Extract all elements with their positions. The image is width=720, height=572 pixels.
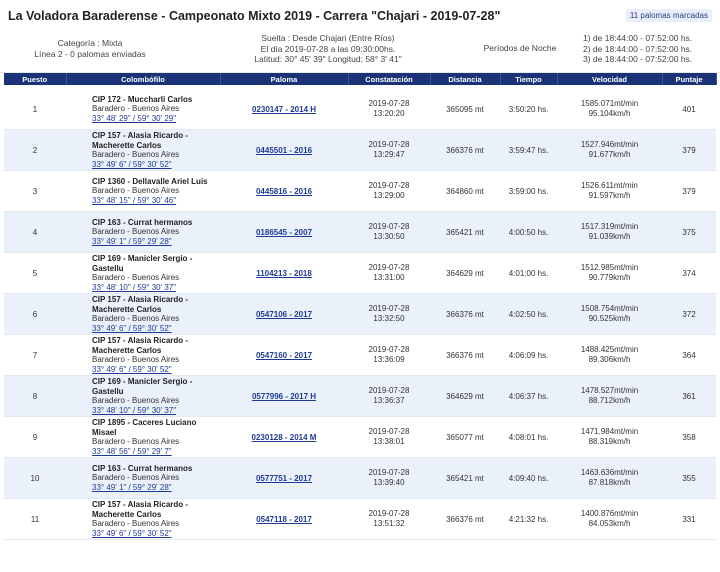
table-row <box>4 417 716 458</box>
table-row <box>4 253 716 294</box>
ring-cell <box>220 417 348 458</box>
arrival-cell <box>348 458 430 499</box>
speed-cell <box>557 335 662 376</box>
score-cell: 379 <box>662 130 716 171</box>
category-text: Categoría : Mixta <box>57 38 123 48</box>
loft-name: CIP 157 - Alasia Ricardo - <box>92 336 189 345</box>
flight-time-cell: 4:21:32 hs. <box>500 499 557 540</box>
flight-time-cell: 3:59:47 hs. <box>500 130 557 171</box>
flight-time-cell: 4:06:09 hs. <box>500 335 557 376</box>
marked-count-badge[interactable]: 11 palomas marcadas <box>626 9 712 22</box>
release-place: Suelta : Desde Chajari (Entre Ríos) <box>261 33 395 43</box>
arrival-time: 13:39:40 <box>373 478 405 487</box>
position-cell: 4 <box>4 212 66 253</box>
loft-name: CIP 172 - Muccharli Carlos <box>92 94 193 104</box>
release-coords: Latitud: 30° 45' 39" Longitud: 58° 3' 41" <box>254 54 402 64</box>
header-bar <box>0 0 720 30</box>
arrival-date: 2019-07-28 <box>368 99 410 108</box>
speed-mpm: 1471.984mt/min <box>580 427 639 436</box>
fancier-cell <box>66 89 220 130</box>
loft-name: CIP 157 - Alasia Ricardo - <box>92 131 189 140</box>
fancier-cell <box>66 253 220 294</box>
loft-place: Baradero - Buenos Aires <box>92 473 180 483</box>
ring-link[interactable]: 0230128 - 2014 M <box>251 432 317 442</box>
arrival-cell <box>348 294 430 335</box>
ring-cell <box>220 458 348 499</box>
speed-kmh: 90.779km/h <box>588 273 631 282</box>
arrival-date: 2019-07-28 <box>368 427 410 436</box>
loft-coords-link[interactable]: 33° 49' 6" / 59° 30' 52" <box>92 364 172 374</box>
fancier-cell <box>66 171 220 212</box>
score-cell: 374 <box>662 253 716 294</box>
position-cell: 3 <box>4 171 66 212</box>
speed-kmh: 89.306km/h <box>588 355 631 364</box>
loft-name: Macherette Carlos <box>92 140 162 150</box>
speed-cell <box>557 89 662 130</box>
loft-place: Baradero - Buenos Aires <box>92 519 180 528</box>
ring-link[interactable]: 0547106 - 2017 <box>255 309 313 319</box>
speed-kmh: 87.818km/h <box>588 478 631 487</box>
night-label: Períodos de Noche <box>483 43 557 53</box>
score-cell: 331 <box>662 499 716 540</box>
col-velocidad[interactable]: Velocidad <box>557 73 662 85</box>
score-cell: 372 <box>662 294 716 335</box>
position-cell: 10 <box>4 458 66 499</box>
category-block <box>0 38 180 60</box>
arrival-date: 2019-07-28 <box>368 386 410 395</box>
loft-name: CIP 169 - Manicler Sergio - <box>92 377 193 386</box>
fancier-cell <box>66 335 220 376</box>
arrival-date: 2019-07-28 <box>368 222 410 231</box>
flight-time-cell: 3:59:00 hs. <box>500 171 557 212</box>
arrival-cell <box>348 130 430 171</box>
position-cell: 8 <box>4 376 66 417</box>
arrival-time: 13:51:32 <box>373 519 405 528</box>
arrival-date: 2019-07-28 <box>368 140 410 149</box>
score-cell: 361 <box>662 376 716 417</box>
ring-link[interactable]: 0577996 - 2017 H <box>251 391 317 401</box>
loft-name: Macherette Carlos <box>92 304 162 314</box>
fancier-cell <box>66 499 220 540</box>
table-row <box>4 212 716 253</box>
arrival-time: 13:32:50 <box>373 314 405 323</box>
speed-kmh: 84.053km/h <box>588 519 631 528</box>
speed-cell <box>557 171 662 212</box>
distance-cell: 365077 mt <box>430 417 500 458</box>
speed-cell <box>557 253 662 294</box>
fancier-cell <box>66 417 220 458</box>
loft-place: Baradero - Buenos Aires <box>92 314 180 323</box>
loft-name: Macherette Carlos <box>92 509 162 519</box>
table-row <box>4 294 716 335</box>
arrival-cell <box>348 89 430 130</box>
ring-cell <box>220 499 348 540</box>
ring-link[interactable]: 0445501 - 2016 <box>255 145 313 155</box>
speed-mpm: 1400.876mt/min <box>580 509 639 518</box>
loft-place: Baradero - Buenos Aires <box>92 186 180 196</box>
loft-name: CIP 1895 - Caceres Luciano <box>92 418 197 427</box>
speed-mpm: 1508.754mt/min <box>580 304 639 313</box>
ring-cell <box>220 130 348 171</box>
night-periods <box>583 33 692 65</box>
fancier-cell <box>66 212 220 253</box>
loft-name: CIP 163 - Currat hermanos <box>92 463 193 473</box>
distance-cell: 366376 mt <box>430 130 500 171</box>
line-text: Línea 2 - 0 palomas enviadas <box>34 49 146 59</box>
night-period: 1) de 18:44:00 - 07:52:00 hs. <box>583 33 693 43</box>
table-row <box>4 458 716 499</box>
loft-name: Macherette Carlos <box>92 345 162 355</box>
arrival-date: 2019-07-28 <box>368 181 410 190</box>
position-cell: 5 <box>4 253 66 294</box>
score-cell: 379 <box>662 171 716 212</box>
speed-kmh: 88.319km/h <box>588 437 631 446</box>
fancier-cell <box>66 458 220 499</box>
score-cell: 375 <box>662 212 716 253</box>
distance-cell: 366376 mt <box>430 335 500 376</box>
loft-coords-link[interactable]: 33° 48' 10" / 59° 30' 37" <box>92 405 177 415</box>
position-cell: 2 <box>4 130 66 171</box>
distance-cell: 366376 mt <box>430 294 500 335</box>
col-constatacion[interactable]: Constatación <box>348 73 430 85</box>
position-cell: 7 <box>4 335 66 376</box>
ring-link[interactable]: 0445816 - 2016 <box>255 186 313 196</box>
flight-time-cell: 4:06:37 hs. <box>500 376 557 417</box>
night-period: 2) de 18:44:00 - 07:52:00 hs. <box>583 43 693 54</box>
arrival-time: 13:29:47 <box>373 150 405 159</box>
distance-cell: 365421 mt <box>430 212 500 253</box>
position-cell: 1 <box>4 89 66 130</box>
speed-mpm: 1526.611mt/min <box>581 181 638 190</box>
ring-link[interactable]: 1104213 - 2018 <box>256 268 312 278</box>
speed-mpm: 1585.071mt/min <box>580 99 639 108</box>
col-puesto[interactable]: Puesto <box>4 73 66 85</box>
col-paloma[interactable]: Paloma <box>220 73 348 85</box>
loft-place: Baradero - Buenos Aires <box>92 150 180 159</box>
arrival-cell <box>348 171 430 212</box>
score-cell: 358 <box>662 417 716 458</box>
loft-place: Baradero - Buenos Aires <box>92 355 180 364</box>
table-row <box>4 89 716 130</box>
speed-mpm: 1463.636mt/min <box>580 468 639 477</box>
flight-time-cell: 4:09:40 hs. <box>500 458 557 499</box>
position-cell: 6 <box>4 294 66 335</box>
arrival-time: 13:38:01 <box>373 437 405 446</box>
distance-cell: 364860 mt <box>430 171 500 212</box>
arrival-date: 2019-07-28 <box>368 345 410 354</box>
fancier-cell <box>66 294 220 335</box>
arrival-date: 2019-07-28 <box>368 468 410 477</box>
ring-cell <box>220 253 348 294</box>
arrival-time: 13:20:20 <box>373 109 405 118</box>
ring-cell <box>220 335 348 376</box>
loft-coords-link[interactable]: 33° 48' 29" / 59° 30' 29" <box>92 113 177 123</box>
ring-link[interactable]: 0547160 - 2017 <box>255 350 313 360</box>
loft-coords-link[interactable]: 33° 49' 6" / 59° 30' 52" <box>92 323 172 333</box>
arrival-date: 2019-07-28 <box>368 263 410 272</box>
race-info <box>0 30 720 73</box>
loft-coords-link[interactable]: 33° 48' 15" / 59° 30' 46" <box>92 195 177 205</box>
distance-cell: 364629 mt <box>430 376 500 417</box>
loft-name: Gastellu <box>92 386 124 396</box>
results-table <box>4 73 717 540</box>
speed-kmh: 88.712km/h <box>588 396 631 405</box>
loft-name: Misael <box>92 427 117 437</box>
arrival-cell <box>348 335 430 376</box>
flight-time-cell: 4:08:01 hs. <box>500 417 557 458</box>
distance-cell: 364629 mt <box>430 253 500 294</box>
speed-mpm: 1488.425mt/min <box>580 345 639 354</box>
ring-link[interactable]: 0547118 - 2017 <box>256 514 312 524</box>
score-cell: 401 <box>662 89 716 130</box>
col-distancia[interactable]: Distancia <box>430 73 500 85</box>
fancier-cell <box>66 130 220 171</box>
speed-cell <box>557 417 662 458</box>
speed-kmh: 95.104km/h <box>588 109 631 118</box>
loft-coords-link[interactable]: 33° 49' 6" / 59° 30' 52" <box>92 159 172 169</box>
loft-coords-link[interactable]: 33° 49' 1" / 59° 29' 28" <box>92 482 172 492</box>
speed-mpm: 1517.319mt/min <box>580 222 639 231</box>
arrival-cell <box>348 499 430 540</box>
loft-coords-link[interactable]: 33° 49' 1" / 59° 29' 28" <box>92 236 172 246</box>
release-block <box>228 33 428 65</box>
col-tiempo[interactable]: Tiempo <box>500 73 557 85</box>
position-cell: 11 <box>4 499 66 540</box>
loft-coords-link[interactable]: 33° 49' 6" / 59° 30' 52" <box>92 528 172 538</box>
loft-place: Baradero - Buenos Aires <box>92 104 180 114</box>
table-row <box>4 499 716 540</box>
arrival-time: 13:30:50 <box>373 232 405 241</box>
table-row <box>4 335 716 376</box>
col-colombofilo[interactable]: Colombófilo <box>66 73 220 85</box>
loft-place: Baradero - Buenos Aires <box>92 396 180 405</box>
table-row <box>4 171 716 212</box>
arrival-time: 13:36:09 <box>373 355 405 364</box>
speed-cell <box>557 294 662 335</box>
speed-cell <box>557 212 662 253</box>
loft-name: CIP 157 - Alasia Ricardo - <box>92 500 189 509</box>
flight-time-cell: 4:00:50 hs. <box>500 212 557 253</box>
loft-place: Baradero - Buenos Aires <box>92 273 180 282</box>
flight-time-cell: 4:01:00 hs. <box>500 253 557 294</box>
release-date: El día 2019-07-28 a las 09:30:00hs. <box>260 43 396 54</box>
score-cell: 364 <box>662 335 716 376</box>
position-cell: 9 <box>4 417 66 458</box>
fancier-cell <box>66 376 220 417</box>
col-puntaje[interactable]: Puntaje <box>662 73 716 85</box>
speed-kmh: 90.525km/h <box>588 314 631 323</box>
speed-cell <box>557 499 662 540</box>
arrival-date: 2019-07-28 <box>368 509 410 518</box>
arrival-time: 13:31:00 <box>373 273 405 282</box>
arrival-time: 13:36:37 <box>373 396 405 405</box>
ring-cell <box>220 294 348 335</box>
ring-cell <box>220 171 348 212</box>
loft-name: CIP 157 - Alasia Ricardo - <box>92 295 189 304</box>
distance-cell: 365095 mt <box>430 89 500 130</box>
ring-link[interactable]: 0230147 - 2014 H <box>251 104 317 114</box>
speed-mpm: 1527.946mt/min <box>580 140 639 149</box>
speed-kmh: 91.039km/h <box>588 232 631 241</box>
table-row <box>4 130 716 171</box>
ring-link[interactable]: 0577751 - 2017 <box>255 473 313 483</box>
speed-mpm: 1478.527mt/min <box>580 386 639 395</box>
speed-kmh: 91.677km/h <box>588 150 631 159</box>
ring-cell <box>220 376 348 417</box>
table-header <box>4 73 716 85</box>
distance-cell: 365421 mt <box>430 458 500 499</box>
arrival-cell <box>348 253 430 294</box>
loft-coords-link[interactable]: 33° 48' 10" / 59° 30' 37" <box>92 282 177 292</box>
loft-name: Gastellu <box>92 263 124 273</box>
ring-link[interactable]: 0186545 - 2007 <box>255 227 313 237</box>
ring-cell <box>220 212 348 253</box>
arrival-cell <box>348 376 430 417</box>
loft-name: CIP 163 - Currat hermanos <box>92 217 193 227</box>
speed-cell <box>557 130 662 171</box>
score-cell: 355 <box>662 458 716 499</box>
distance-cell: 366376 mt <box>430 499 500 540</box>
loft-name: CIP 1360 - Dellavalle Ariel Luis <box>92 176 208 186</box>
arrival-time: 13:29:00 <box>373 191 405 200</box>
loft-coords-link[interactable]: 33° 48' 56" / 59° 29' 7" <box>92 446 172 456</box>
speed-kmh: 91.597km/h <box>588 191 631 200</box>
loft-place: Baradero - Buenos Aires <box>92 437 180 446</box>
flight-time-cell: 3:50:20 hs. <box>500 89 557 130</box>
ring-cell <box>220 89 348 130</box>
loft-place: Baradero - Buenos Aires <box>92 227 180 237</box>
night-period: 3) de 18:44:00 - 07:52:00 hs. <box>583 54 693 64</box>
arrival-date: 2019-07-28 <box>368 304 410 313</box>
speed-cell <box>557 376 662 417</box>
arrival-cell <box>348 212 430 253</box>
speed-mpm: 1512.985mt/min <box>580 263 639 272</box>
page-title: La Voladora Baraderense - Campeonato Mixto 2019 - Carrera "Chajari - 2019-07-28" <box>8 9 501 23</box>
table-row <box>4 376 716 417</box>
speed-cell <box>557 458 662 499</box>
loft-name: CIP 169 - Manicler Sergio - <box>92 254 193 263</box>
arrival-cell <box>348 417 430 458</box>
flight-time-cell: 4:02:50 hs. <box>500 294 557 335</box>
